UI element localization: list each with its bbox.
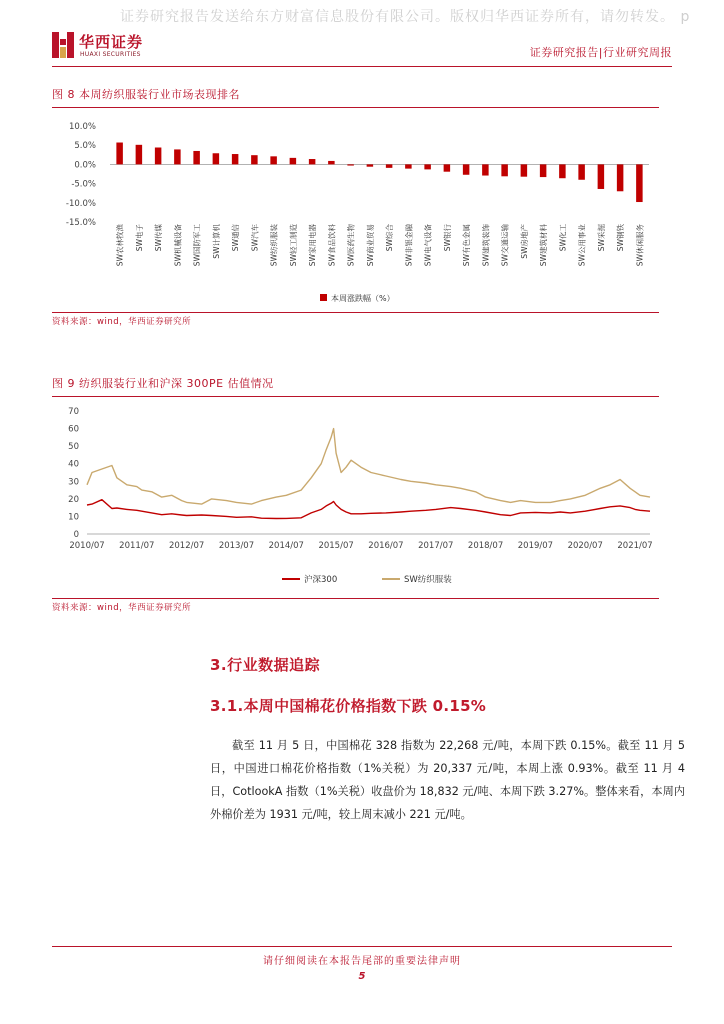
y-tick-label: -5.0% [71,179,96,190]
series-line [87,500,650,519]
legend-label: SW纺织服装 [404,575,452,585]
category-label: SW传媒 [154,224,164,252]
bar [136,145,143,165]
category-label: SW商业贸易 [365,224,375,267]
bar [444,164,451,171]
y-tick-label: 60 [68,424,79,435]
bar [463,164,470,174]
category-label: SW机械设备 [173,224,183,267]
category-label: SW公用事业 [577,224,587,267]
figure8-frame [52,107,659,313]
y-tick-label: 0 [73,530,79,540]
category-label: SW交通运输 [500,224,510,267]
section-heading: 3.行业数据追踪 [210,656,321,674]
figure8-title: 图 8 本周纺织服装行业市场表现排名 [52,88,240,101]
bar [559,164,566,178]
x-tick-label: 2010/07 [69,541,105,551]
logo-cn-text: 华西证券 [79,33,144,51]
footer-disclaimer: 请仔细阅读在本报告尾部的重要法律声明 [263,956,461,967]
y-tick-label: 70 [68,407,79,417]
y-tick-label: 40 [68,459,79,470]
category-label: SW医药生物 [346,224,356,267]
figure9-title: 图 9 纺织服装行业和沪深 300PE 估值情况 [52,377,274,390]
x-tick-label: 2014/07 [268,541,304,551]
bar [367,164,374,166]
category-label: SW国防军工 [192,224,202,267]
y-tick-label: -10.0% [65,198,96,209]
bar [328,161,335,164]
category-label: SW电子 [134,224,144,252]
x-tick-label: 2017/07 [418,541,454,551]
bar [290,158,297,165]
category-label: SW纺织服装 [269,224,279,267]
category-label: SW电气设备 [423,224,433,267]
watermark: 证券研究报告发送给东方财富信息股份有限公司。版权归华西证券所有，请勿转发。 p [120,9,691,25]
x-tick-label: 2018/07 [467,541,504,551]
y-tick-label: 10 [68,512,79,523]
category-label: SW非银金融 [404,224,414,267]
figure9-line-chart [52,397,659,600]
x-tick-label: 2015/07 [318,541,354,551]
footer-divider [52,946,672,947]
legend-swatch [320,294,327,301]
y-tick-label: 0.0% [74,160,96,171]
legend-label: 本周涨跌幅（%） [331,294,395,303]
category-label: SW房地产 [519,224,529,259]
bar [213,153,220,164]
bar [174,149,181,164]
category-label: SW休闲服务 [635,224,645,267]
page-number: 5 [358,971,366,982]
bar [636,164,643,202]
category-label: SW化工 [558,224,568,252]
category-label: SW钢铁 [616,224,626,252]
huaxi-logo [52,30,162,64]
category-label: SW食品饮料 [327,224,337,267]
bar [155,148,162,165]
y-tick-label: 5.0% [74,141,96,152]
bar [193,151,200,164]
bar [598,164,605,189]
x-tick-label: 2012/07 [168,541,205,551]
category-label: SW家用电器 [308,224,318,267]
subsection-heading: 3.1.本周中国棉花价格指数下跌 0.15% [210,697,487,715]
category-label: SW采掘 [596,224,606,252]
category-label: SW计算机 [211,224,221,259]
category-label: SW汽车 [250,224,260,252]
y-tick-label: 20 [68,494,79,505]
bar [386,164,393,167]
figure9-source: 资料来源：wind，华西证券研究所 [52,603,192,613]
x-tick-label: 2016/07 [368,541,404,551]
category-label: SW轻工制造 [288,224,298,267]
bar [309,159,316,164]
category-label: SW综合 [385,224,395,252]
y-tick-label: 30 [68,477,79,488]
bar [578,164,585,179]
logo-en-text: HUAXI SECURITIES [80,51,141,58]
body-paragraph: 截至 11 月 5 日，中国棉花 328 指数为 22,268 元/吨，本周下跌 0.15%。截至 11 月 5 日，中国进口棉花价格指数（1%关税）为 20,337 元/吨，本周上涨 0.93%。截至 11 月 4 日，CotlookA 指数（1%关税）收盘价为 18,832 元/吨、本周下跌 3.27%。整体来看，本周内外棉价差为 1931 元/吨，较上周末减小 221 元/吨。 [210,739,685,821]
x-tick-label: 2013/07 [218,541,255,551]
series-line [87,429,650,505]
x-tick-label: 2011/07 [119,541,155,551]
category-label: SW通信 [231,224,241,252]
report-type: 证券研究报告|行业研究周报 [529,46,672,59]
figure9-frame [52,396,659,599]
bar [424,164,431,169]
y-tick-label: 50 [68,442,79,453]
legend-label: 沪深300 [304,575,338,585]
y-tick-label: 10.0% [68,122,96,132]
category-label: SW有色金属 [462,224,472,267]
bar [347,164,354,165]
figure8-bar-chart [52,108,659,314]
x-tick-label: 2019/07 [517,541,554,551]
x-tick-label: 2020/07 [567,541,603,551]
category-label: SW银行 [442,224,452,252]
category-label: SW农林牧渔 [115,224,125,267]
y-tick-label: -15.0% [65,218,96,228]
bar [482,164,489,175]
huaxi-logo-mark-icon [52,32,74,58]
bar [617,164,624,191]
bar [405,164,412,168]
bar [251,155,258,164]
bar [116,143,123,165]
header-divider [52,66,672,67]
bar [270,156,277,164]
x-tick-label: 2021/07 [617,541,653,551]
bar [521,164,528,176]
bar [540,164,547,177]
figure8-source: 资料来源：wind，华西证券研究所 [52,317,192,327]
bar [232,154,239,164]
bar [501,164,508,176]
category-label: SW建筑材料 [539,224,549,267]
category-label: SW建筑装饰 [481,224,491,267]
